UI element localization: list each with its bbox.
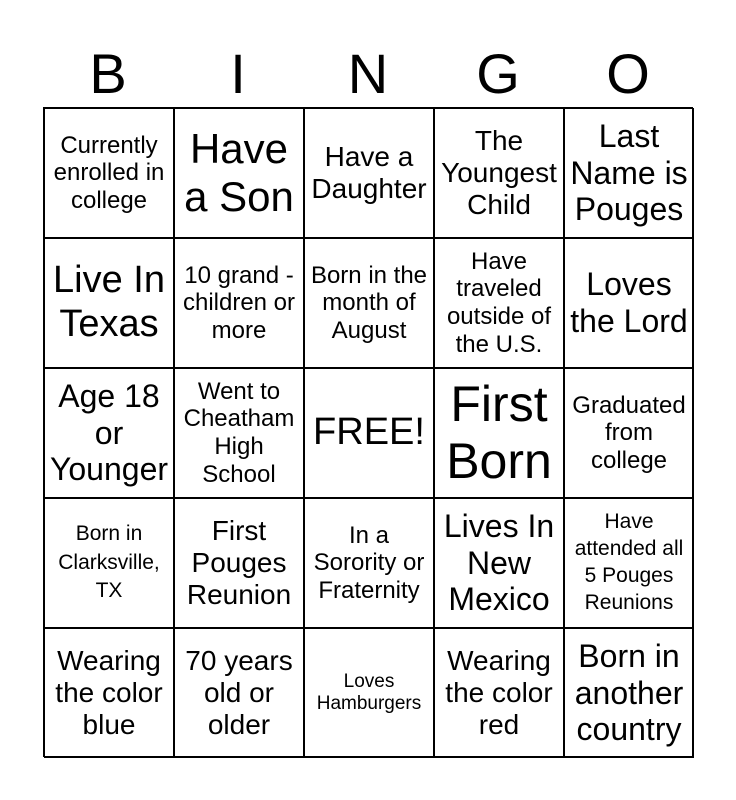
cell-text: Wearing the color blue (55, 644, 163, 741)
bingo-cell[interactable] (434, 238, 564, 368)
bingo-cell[interactable] (564, 238, 694, 368)
bingo-cell[interactable] (434, 108, 564, 238)
cell-text: Have traveled outside of the U.S. (446, 247, 552, 358)
cell-text: Born in the month of August (310, 261, 428, 344)
bingo-header (43, 40, 693, 108)
cell-text: Born in Clarksville, TX (58, 522, 160, 603)
cell-text: Have attended all 5 Pouges Reunions (574, 510, 684, 614)
bingo-cell[interactable] (304, 498, 434, 628)
bingo-cell[interactable] (304, 238, 434, 368)
bingo-cell[interactable] (564, 368, 694, 498)
cell-text: The Youngest Child (441, 124, 557, 221)
bingo-cell[interactable] (434, 368, 564, 498)
cell-text: Born in another country (574, 637, 684, 748)
header-letter-i: I (230, 42, 246, 105)
cell-text: Wearing the color red (445, 644, 553, 741)
bingo-cell[interactable] (174, 498, 304, 628)
cell-text: Went to Cheatham High School (183, 377, 295, 488)
bingo-cell[interactable] (44, 498, 174, 628)
bingo-cell[interactable] (44, 108, 174, 238)
bingo-cell[interactable] (304, 628, 434, 758)
bingo-cell[interactable] (564, 498, 694, 628)
cell-text: Last Name is Pouges (570, 117, 688, 228)
cell-text: Graduated from college (572, 391, 686, 474)
cell-text: Have a Son (184, 124, 294, 220)
cell-text: 10 grand - children or more (182, 261, 296, 344)
bingo-cell[interactable] (44, 628, 174, 758)
cell-text: Loves the Lord (570, 266, 688, 339)
cell-text: Age 18 or Younger (49, 377, 169, 488)
cell-text: First Born (446, 375, 552, 489)
bingo-cell[interactable] (564, 108, 694, 238)
bingo-cell[interactable] (174, 108, 304, 238)
header-letter-g: G (476, 42, 520, 105)
bingo-card (43, 107, 693, 757)
header-letter-b: B (89, 42, 127, 105)
bingo-cell[interactable] (174, 628, 304, 758)
cell-text: FREE! (313, 411, 425, 454)
cell-text: 70 years old or older (185, 644, 293, 741)
cell-text: In a Sorority or Fraternity (313, 521, 425, 604)
header-letter-n: N (347, 42, 389, 105)
bingo-cell[interactable] (434, 498, 564, 628)
cell-text: Live In Texas (53, 259, 165, 345)
free-space[interactable] (304, 368, 434, 498)
bingo-cell[interactable] (434, 628, 564, 758)
cell-text: Have a Daughter (311, 140, 427, 204)
cell-text: First Pouges Reunion (186, 514, 292, 611)
bingo-cell[interactable] (304, 108, 434, 238)
bingo-cell[interactable] (174, 368, 304, 498)
header-letter-o: O (606, 42, 650, 105)
cell-text: Lives In New Mexico (443, 507, 555, 618)
cell-text: Currently enrolled in college (53, 131, 165, 214)
bingo-cell[interactable] (44, 368, 174, 498)
bingo-cell[interactable] (44, 238, 174, 368)
bingo-cell[interactable] (564, 628, 694, 758)
bingo-cell[interactable] (174, 238, 304, 368)
cell-text: Loves Hamburgers (316, 671, 422, 714)
